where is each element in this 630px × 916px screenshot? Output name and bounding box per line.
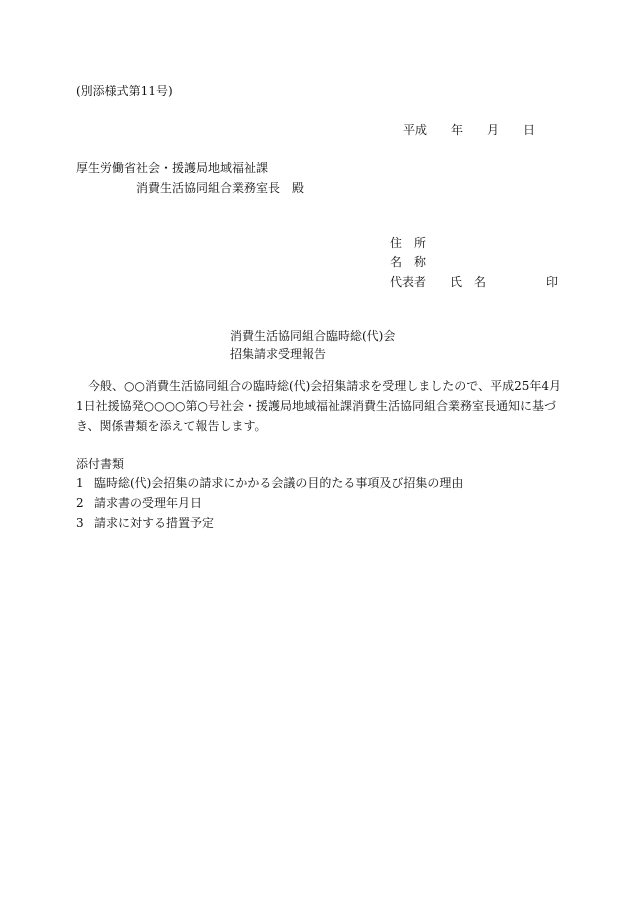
date-line: 平成 年 月 日 [403,123,536,137]
attachment-number: 1 [76,476,84,490]
attachment-text: 請求書の受理年月日 [94,496,203,510]
document-title-line-1: 消費生活協同組合臨時総(代)会 [230,329,396,343]
sender-representative-label: 代表者 氏 名 印 [390,275,559,289]
addressee-line-1: 厚生労働省社会・援護局地域福祉課 [76,161,269,175]
sender-address-label: 住 所 [390,236,427,250]
document-title-line-2: 招集請求受理報告 [230,347,327,361]
form-number: (別添様式第11号) [76,84,173,98]
attachment-number: 3 [76,516,84,530]
body-line-3: き、関係書類を添えて報告します。 [76,419,267,433]
body-line-2: 1日社援協発○○○○第○号社会・援護局地域福祉課消費生活協同組合業務室長通知に基づ [76,399,556,413]
body-line-1: 今般、○○消費生活協同組合の臨時総(代)会招集請求を受理しましたので、平成25年4月 [88,379,561,393]
attachment-text: 臨時総(代)会招集の請求にかかる会議の目的たる事項及び招集の理由 [94,476,464,490]
attachment-number: 2 [76,496,84,510]
sender-name-label: 名 称 [390,255,427,269]
addressee-line-2: 消費生活協同組合業務室長 殿 [136,181,305,195]
attachments-heading: 添付書類 [76,457,125,471]
attachment-text: 請求に対する措置予定 [94,516,215,530]
